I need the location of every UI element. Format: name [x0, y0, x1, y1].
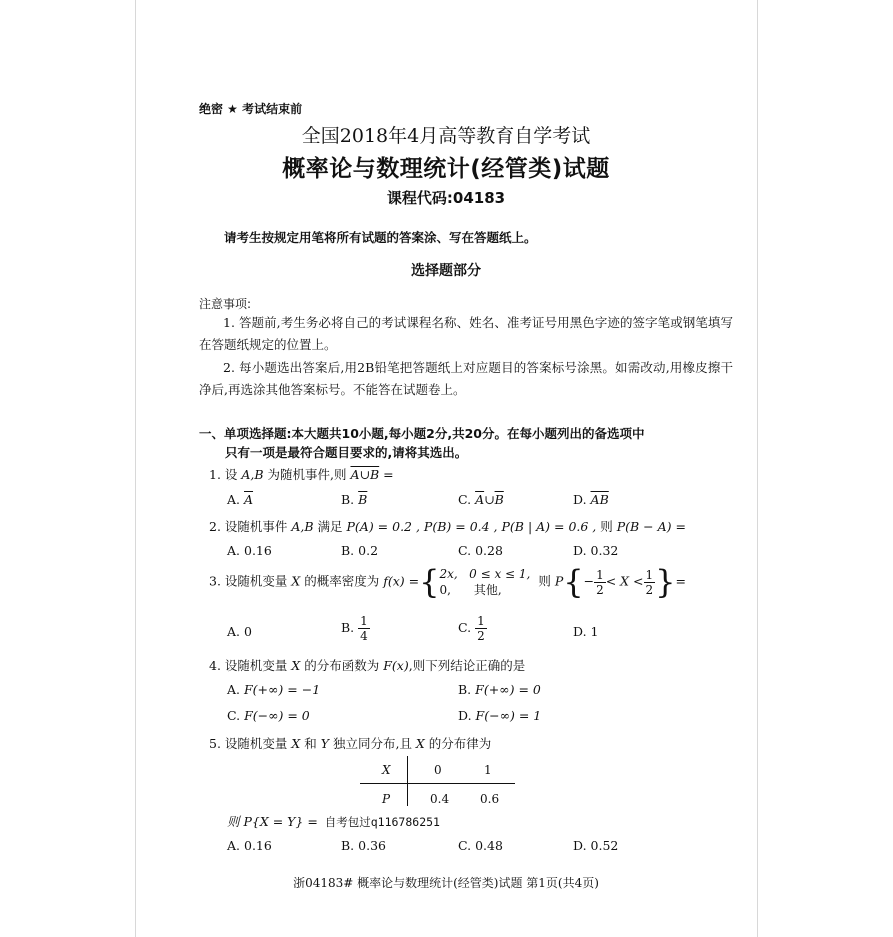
- q1-option-b-text: $\overline{B}$: [358, 492, 368, 507]
- table-value-0: 0: [434, 763, 442, 777]
- question-2-stem: [209, 517, 686, 535]
- q5-option-d-text: 0.52: [590, 838, 619, 853]
- q3-fx: f(x) =: [383, 573, 420, 589]
- q5-option-d-label: D.: [573, 838, 587, 853]
- q3-left-brace: {: [419, 563, 440, 601]
- q3-option-a-label: A.: [227, 624, 241, 639]
- q4-option-d-label: D.: [458, 708, 472, 723]
- q2-cond: P(A) = 0.2 , P(B) = 0.4 , P(B | A) = 0.6 ,: [346, 519, 597, 534]
- q5-option-c-text: 0.48: [475, 838, 503, 853]
- q1-option-c-text-b: $\overline{B}$: [494, 492, 504, 507]
- q3-var: X: [291, 573, 301, 589]
- q1-option-a: [227, 492, 253, 507]
- q5-option-c: [458, 838, 503, 853]
- q3-case-1: [439, 566, 530, 582]
- q5-and: 和: [300, 736, 321, 751]
- q5-option-a-text: 0.16: [244, 838, 272, 853]
- q3-p: P: [554, 573, 564, 589]
- exam-page: [135, 0, 757, 937]
- question-3-stem: [209, 563, 686, 601]
- q2-option-d-label: D.: [573, 543, 587, 558]
- q5-option-b: [341, 838, 386, 853]
- q4-option-c-text: F(−∞) = 0: [244, 708, 310, 723]
- q3-mid: 的概率密度为: [300, 573, 384, 589]
- q5-option-c-label: C.: [458, 838, 472, 853]
- q3-option-b: [341, 615, 370, 642]
- q3-case-1-val: 2x,: [439, 567, 458, 581]
- table-prob-1: 0.6: [480, 792, 500, 806]
- q3-prob-close-brace: }: [655, 563, 676, 601]
- q4-var: X: [291, 658, 301, 673]
- q1-option-c-union: ∪: [484, 492, 495, 507]
- q1-prefix: 1. 设: [209, 467, 242, 482]
- q5-option-b-label: B.: [341, 838, 355, 853]
- q3-option-c-label: C.: [458, 620, 472, 635]
- q3-case-2-cond: 其他,: [473, 583, 502, 597]
- q4-option-c: [227, 708, 310, 723]
- q3-option-a: [227, 624, 252, 639]
- q3-option-a-text: 0: [244, 624, 252, 639]
- table-value-1: 1: [484, 763, 492, 777]
- q1-option-c: [458, 492, 504, 507]
- q3-frac-lower: [594, 569, 606, 596]
- q2-option-b: [341, 543, 378, 558]
- q4-option-b-text: F(+∞) = 0: [475, 682, 541, 697]
- part-heading: 一、单项选择题:本大题共10小题,每小题2分,共20分。在每小题列出的备选项中: [199, 426, 645, 441]
- q5-prefix: 5. 设随机变量: [209, 736, 292, 751]
- question-4-stem: [209, 656, 525, 674]
- q2-option-c-label: C.: [458, 543, 472, 558]
- q2-option-c: [458, 543, 503, 558]
- table-horizontal-rule: [360, 783, 515, 784]
- q3-prefix: 3. 设随机变量: [209, 573, 292, 589]
- exam-title: 全国2018年4月高等教育自学考试: [301, 125, 591, 147]
- q1-option-d-label: D.: [573, 492, 587, 507]
- q2-option-a-label: A.: [227, 543, 241, 558]
- q3-then: 则: [538, 573, 555, 589]
- q1-option-b-label: B.: [341, 492, 355, 507]
- q3-frac-upper: [644, 569, 656, 596]
- q3-case-2-val: 0,: [439, 583, 451, 597]
- note-item-1: 1. 答题前,考生务必将自己的考试课程名称、姓名、准考证号用黑色字迹的签字笔或钢笔填写在答题纸规定的位置上。: [199, 315, 733, 352]
- q3-prob-open-brace: {: [563, 563, 584, 601]
- page-right-edge: [757, 0, 758, 937]
- q5-option-a: [227, 838, 272, 853]
- q5-ask: 则 P{X = Y} =: [227, 814, 318, 829]
- table-vertical-rule: [407, 756, 408, 806]
- q4-option-c-label: C.: [227, 708, 241, 723]
- course-code: 课程代码:04183: [386, 189, 506, 207]
- q1-option-c-text-a: $\overline{A}$: [475, 492, 485, 507]
- confidential-label: 绝密 ★ 考试结束前: [199, 102, 303, 116]
- q2-prefix: 2. 设随机事件: [209, 519, 292, 534]
- q4-prefix: 4. 设随机变量: [209, 658, 292, 673]
- q5-option-a-label: A.: [227, 838, 241, 853]
- q1-option-c-label: C.: [458, 492, 472, 507]
- q4-fx: F(x): [383, 658, 409, 673]
- q3-option-b-frac: [358, 615, 370, 642]
- q4-option-b: [458, 682, 541, 697]
- q5-x2: X: [415, 736, 425, 751]
- q2-option-d: [573, 543, 618, 558]
- q1-option-d: [573, 492, 609, 507]
- q1-suffix: =: [379, 467, 394, 482]
- q3-option-d-label: D.: [573, 624, 587, 639]
- part-heading-line2: 只有一项是最符合题目要求的,请将其选出。: [225, 445, 468, 460]
- q3-option-b-num: 1: [360, 614, 368, 628]
- subject-title: 概率论与数理统计(经管类)试题: [282, 156, 610, 182]
- q4-option-a: [227, 682, 320, 697]
- q5-y: Y: [320, 736, 329, 751]
- q1-option-a-text: $\overline{A}$: [244, 492, 254, 507]
- table-prob-0: 0.4: [430, 792, 450, 806]
- q5-option-d: [573, 838, 618, 853]
- question-5-stem: [209, 734, 491, 752]
- table-header-x: X: [382, 763, 391, 777]
- q1-option-b: [341, 492, 367, 507]
- q5-suffix: 的分布律为: [424, 736, 492, 751]
- q3-frac-lower-den: 2: [596, 582, 604, 597]
- q2-ask: P(B − A) =: [616, 519, 686, 534]
- q2-ab: A,B: [291, 519, 314, 534]
- q5-x: X: [291, 736, 301, 751]
- q5-stamp: 自考包过q116786251: [317, 815, 440, 829]
- q1-option-d-text: $\overline{AB}$: [590, 492, 609, 507]
- q4-suffix: ,则下列结论正确的是: [408, 658, 526, 673]
- q3-frac-upper-den: 2: [645, 582, 654, 597]
- q3-option-d-text: 1: [590, 624, 599, 639]
- q4-mid: 的分布函数为: [300, 658, 384, 673]
- q5-ask-line: [227, 812, 440, 830]
- q3-case-2: [439, 582, 530, 598]
- notes-heading: 注意事项:: [199, 297, 252, 311]
- q2-option-c-text: 0.28: [475, 543, 503, 558]
- instruction-text: 请考生按规定用笔将所有试题的答案涂、写在答题纸上。: [224, 230, 537, 245]
- q2-option-b-text: 0.2: [358, 543, 379, 558]
- q2-option-a-text: 0.16: [244, 543, 272, 558]
- q3-option-b-den: 4: [360, 629, 368, 643]
- q5-mid: 独立同分布,且: [329, 736, 416, 751]
- q3-case-1-cond: 0 ≤ x ≤ 1,: [469, 567, 531, 581]
- q1-mid: 为随机事件,则: [263, 467, 351, 482]
- note-item-2: 2. 每小题选出答案后,用2B铅笔把答题纸上对应题目的答案标号涂黑。如需改动,用橡皮擦干净后,再选涂其他答案标号。不能答在试题卷上。: [199, 360, 733, 397]
- distribution-table: [360, 752, 515, 812]
- q4-option-b-label: B.: [458, 682, 472, 697]
- q4-option-a-text: F(+∞) = −1: [244, 682, 321, 697]
- q2-then: 则: [596, 519, 617, 534]
- table-header-p: P: [382, 792, 391, 806]
- q3-eq: =: [675, 573, 686, 589]
- question-1-stem: [209, 465, 394, 483]
- q4-option-d: [458, 708, 541, 723]
- q3-frac-lower-num: 1: [596, 567, 604, 582]
- q1-ab: A,B: [241, 467, 264, 482]
- q3-option-c: [458, 615, 487, 642]
- q2-option-d-text: 0.32: [590, 543, 619, 558]
- q3-option-c-den: 2: [477, 629, 485, 643]
- page-footer: 浙04183# 概率论与数理统计(经管类)试题 第1页(共4页): [293, 876, 599, 890]
- section-title: 选择题部分: [411, 263, 481, 279]
- q3-cases: [439, 566, 530, 598]
- q2-option-a: [227, 543, 272, 558]
- q4-option-a-label: A.: [227, 682, 241, 697]
- q3-minus: −: [583, 573, 595, 589]
- q3-option-b-label: B.: [341, 620, 355, 635]
- q3-option-d: [573, 624, 599, 639]
- q3-lt: < X <: [605, 573, 644, 589]
- q3-option-c-frac: [475, 615, 487, 642]
- q1-expr: A∪B: [350, 467, 380, 482]
- q2-mid: 满足: [313, 519, 347, 534]
- q3-frac-upper-num: 1: [645, 567, 654, 582]
- q4-option-d-text: F(−∞) = 1: [475, 708, 542, 723]
- q2-option-b-label: B.: [341, 543, 355, 558]
- q5-option-b-text: 0.36: [358, 838, 386, 853]
- q3-option-c-num: 1: [477, 614, 485, 628]
- q1-option-a-label: A.: [227, 492, 241, 507]
